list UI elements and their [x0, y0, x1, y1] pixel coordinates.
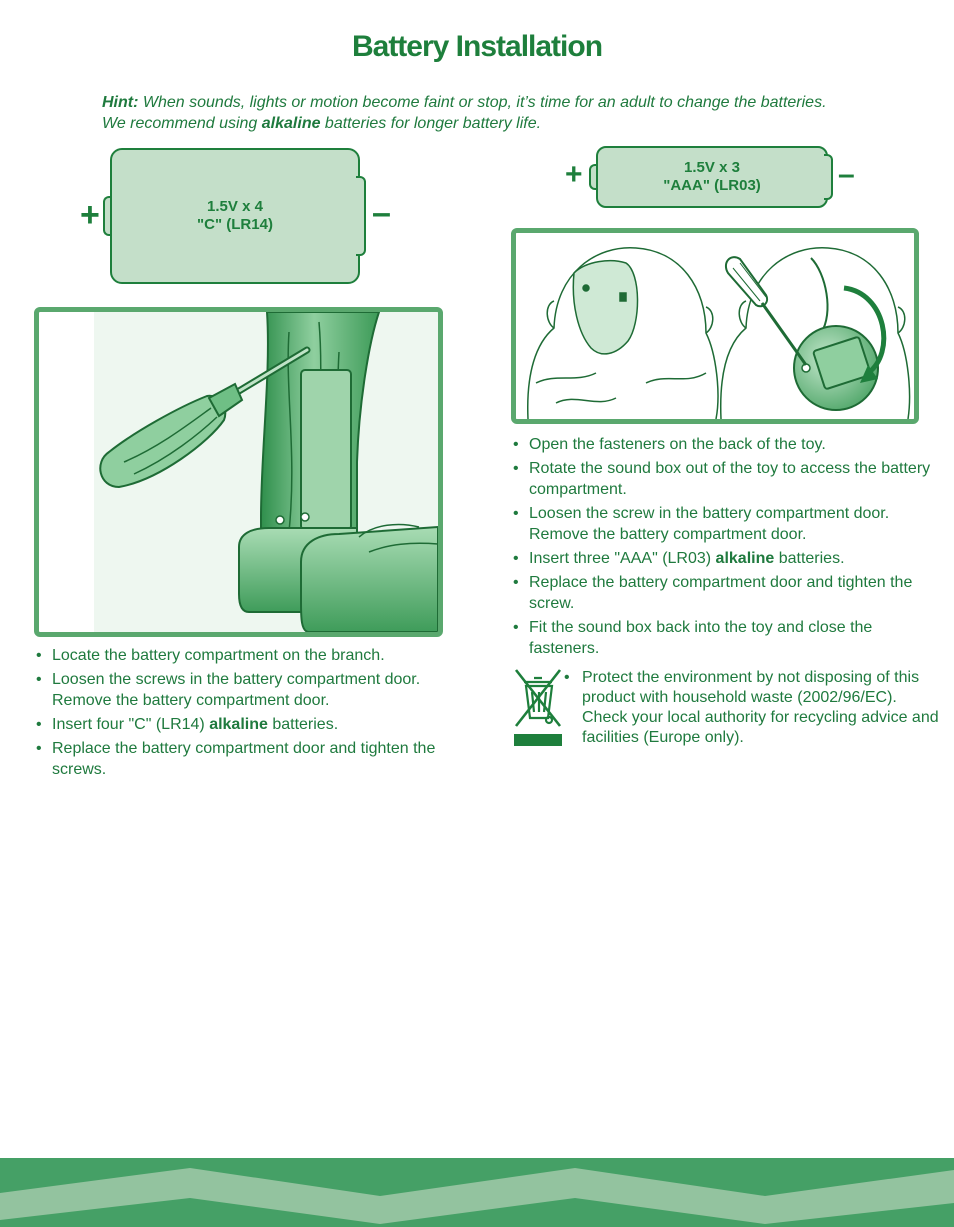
- screw-2: [301, 513, 309, 521]
- battery-aaa-diagram: [596, 146, 828, 208]
- left-step-3-post: batteries.: [267, 716, 339, 733]
- sound-box-svg: [516, 233, 914, 419]
- hint-line2-pre: We recommend using: [102, 115, 262, 132]
- right-step-4-pre: Insert three "AAA" (LR03): [529, 550, 716, 567]
- right-step-4-bold: alkaline: [715, 550, 775, 567]
- battery-aaa-type: "AAA" (LR03): [663, 177, 761, 194]
- minus-sign-left: –: [372, 194, 391, 232]
- left-step-2: • Loosen the screws in the battery compartment door. Remove the battery compartment door.: [34, 669, 454, 711]
- left-step-3-pre: Insert four "C" (LR14): [52, 716, 210, 733]
- right-step-1: • Open the fasteners on the back of the toy.: [511, 434, 931, 455]
- right-step-4: [511, 548, 931, 569]
- battery-c-type: "C" (LR14): [197, 216, 273, 233]
- battery-c-cap-right: [356, 176, 366, 256]
- crossed-out-wheelie-bin-icon: [512, 668, 564, 748]
- hint-text: [102, 92, 902, 134]
- right-step-6: • Fit the sound box back into the toy and close the fasteners.: [511, 617, 931, 659]
- left-instructions-list: [34, 645, 454, 783]
- footer-zigzag-band: [0, 1158, 954, 1227]
- right-step-5: • Replace the battery compartment door and tighten the screw.: [511, 572, 931, 614]
- battery-aaa-cap-right: [824, 154, 833, 200]
- left-step-3-bold: alkaline: [209, 716, 268, 733]
- environment-notice-text: Protect the environment by not disposing of this product with household waste (2002/96/EC). Check your local authority for recycling advice and facilities (Europe only).: [582, 669, 939, 746]
- sound-box-illustration: [511, 228, 919, 424]
- right-step-2: • Rotate the sound box out of the toy to access the battery compartment.: [511, 458, 931, 500]
- sound-box: [794, 326, 878, 410]
- left-step-4: • Replace the battery compartment door and tighten the screws.: [34, 738, 454, 780]
- plus-sign-right: +: [565, 158, 583, 191]
- environment-notice: [564, 668, 944, 748]
- environment-notice-bullet: •: [564, 669, 570, 686]
- right-instructions-list: [511, 434, 931, 662]
- hint-line2-bold: alkaline: [261, 115, 321, 132]
- hint-label: Hint:: [102, 94, 139, 111]
- hint-line2-post: batteries for longer battery life.: [320, 115, 542, 132]
- hint-line1: When sounds, lights or motion become faint or stop, it’s time for an adult to change the batteries.: [138, 94, 827, 111]
- plus-sign-left: +: [80, 196, 100, 234]
- battery-aaa-voltage: 1.5V x 3: [684, 159, 740, 176]
- minus-sign-right: –: [838, 158, 855, 191]
- left-step-3: [34, 714, 454, 735]
- battery-c-diagram: [110, 148, 360, 284]
- right-step-3: • Loosen the screw in the battery compartment door. Remove the battery compartment door.: [511, 503, 931, 545]
- battery-compartment-door: [301, 370, 351, 530]
- tree-illustration-svg: [39, 312, 438, 632]
- page-title: Battery Installation: [351, 30, 603, 63]
- battery-c-voltage: 1.5V x 4: [207, 198, 263, 215]
- screw-1: [276, 516, 284, 524]
- right-step-4-post: batteries.: [774, 550, 845, 567]
- left-step-1: • Locate the battery compartment on the branch.: [34, 645, 454, 666]
- tree-battery-illustration: [34, 307, 443, 637]
